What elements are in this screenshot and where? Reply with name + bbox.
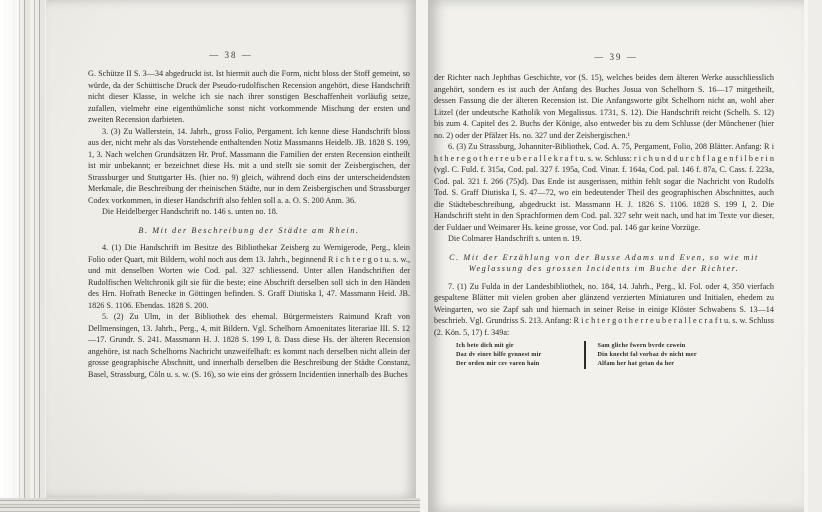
verse-line: Daz dv einre hilfe gvnnest mir xyxy=(456,351,542,358)
section-heading-c: C. Mit der Erzählung von der Busse Adams und Even, so wie mit Weglassung des grossen Incidents im Buche der Richter. xyxy=(449,252,759,273)
verse-line: Din knecht fal vorbaz dv nicht mer xyxy=(597,351,697,358)
page-number-left: — 38 — xyxy=(209,50,253,60)
right-page xyxy=(428,0,804,512)
verse-columns xyxy=(456,341,774,369)
verse-divider xyxy=(584,341,586,369)
section-heading-b: B. Mit der Beschreibung der Städte am Rhein. xyxy=(138,225,360,235)
left-page-text-block xyxy=(88,68,410,380)
paragraph-entry-4-wernigerode: 4. (1) Die Handschrift im Besitze des Bibliothekar Zeisberg zu Wernigerode, Perg., klein Folio oder Quart, mit Bildern, wohl noch aus dem 13. Jahrh., beginnend R i c h t e r g o t u. s. w., und mit denselben Worten wie Cod. pal. 327 schliessend. Unter allen Handschriften der Rudolfischen Weltchronik gilt sie für die beste; eine Abschrift derselben soll sich in den Händen des Hrn. Hofrath Benecke in Göttingen befinden. S. Graff Diutiska I, 47. Massmann Heid. JB. 1826 S. 1106. Ebendas. 1828 S. 200. xyxy=(88,243,410,310)
left-page xyxy=(46,0,416,498)
paragraph-continuation: der Richter nach Jephthas Geschichte, vor (S. 15), welches beides dem älteren Werke ausschliesslich angehört, sondern es ist auch der Anfang des Buches Josua von Schelhorn S. 16—17 mitgetheilt, dessen Fassung die der älteren Recension ist. Die Anfangsworte gibt Schelhorn nicht an, wohl aber Litzel (der undeutsche Katholik von Megalissus. 1731, S. 12). Die Handschrift reicht (Schelh. S. 12) bis zum 4. Capitel des 2. Buchs der Könige, also entweder bis zu dem Schlusse (der Münchener (hier no. 2) oder der Pfälzer Hs. no. 327 und der Zeisbergischen.¹ xyxy=(434,73,774,140)
right-page-text-block xyxy=(434,72,774,369)
paragraph-entry-7-fulda: 7. (1) Zu Fulda in der Landesbibliothek, no. 184, 14. Jahrh., Perg., kl. Fol. oder 4, 350 vierfach gespaltene Blätter mit vielen groben aber glänzend verzierten Miniaturen und Initialen, ehedem zu Weingarten, wo sie Zapf sah und hiernach in seiner Reise in einige Klöster Schwabens S. 13—14 beschrieb. Vgl. Grundriss S. 213. Anfang: R i c h t e r g o t h e r r e u b e r a l l e c r a f t u. s. w. Schluss (2. Kön. 5, 17) f. 349a: xyxy=(434,281,774,337)
page-stack-edge-bottom xyxy=(0,498,420,512)
paragraph-entry-6-strassburg: 6. (3) Zu Strassburg, Johanniter-Bibliothek, Cod. A. 75, Pergament, Folio, 208 Blätter. Anfang: R i h t h e r e g o t h e r r e u b e r a l l e k r a f t u. s. w. Schluss: r i c h u n d d u r c h f l a g e n f i l b e r i n (vgl. C. Fuld. f. 315a, Cod. pal. 327 f. 195a, Cod. Vinar. f. 164a, Cod. pal. 146 f. 87a, C. Cass. f. 223a, Cod. pal. 321 f. 266 (75)d). Das Ende ist ausgerissen, mithin fehlt sogar die Nachricht von Rudolfs Tod. S. Graff Diutiska I, S. 47—72, wo ein bedeutender Theil des geographischen Abschnittes, auch die Städtebeschreibung, abgedruckt ist. Massmann H. J. 1826 S. 1106. 1828 S. 199 I, 2. Die Handschrift steht in den Sprachformen dem Cod. pal. 327 sehr weit nach, und hat im Texte vor dieser, der Fuldaer und Weimarer Hs. keine grosse, vor Cod. pal. 146 gar keine Vorzüge. xyxy=(434,142,774,232)
verse-line: Alfam her hat getan da her xyxy=(597,360,675,367)
paragraph-continuation: G. Schütze II S. 3—34 abgedruckt ist. Ist hiermit auch die Form, nicht bloss der Stoff gemeint, so würde, da der Schüttische Druck der Pseudo-rudolfischen Recension angehört, diese Handschrift nicht dieser Klasse, in welche ich sie nach ihrer sonstigen Beschaffenheit vorläufig setze, zufallen, vielmehr eine eigenthümliche sonst nicht vorkommende Mischung der ersten und zweiten Recension darbieten. xyxy=(88,69,410,124)
page-number-right: — 39 — xyxy=(594,52,638,62)
verse-column-left xyxy=(456,341,584,368)
paragraph-entry-5-ulm: 5. (2) Zu Ulm, in der Bibliothek des ehemal. Bürgermeisters Raimund Kraft von Dellmensingen, 13. Jahrh., Perg., 4, mit Bildern. Vgl. Schelhorn Amoenitates literariae III. S. 12—17. Grundr. S. 241. Massmann H. J. 1828 S. 199 I, 8. Dass diese Hs. der älteren Recension angehöre, ist nach Schelhorns Nachricht unzweifelhaft: es kommt nach derselben nicht allein der grosse geographische Abschnitt, und innerhalb derselben die Beschreibung der Städte Constanz, Basel, Strassburg, Cöln u. s. w. (S. 16), so wie eins der grössern Incidentien innerhalb des Buches xyxy=(88,312,410,379)
verse-line: Der orden mir czv varen hain xyxy=(456,360,540,367)
paragraph-colmarer-note: Die Colmarer Handschrift s. unten n. 19. xyxy=(448,234,582,243)
page-stack-edge-right xyxy=(802,0,822,512)
page-stack-edge-left xyxy=(0,0,46,512)
verse-line: Ich bete dich mit gir xyxy=(456,342,514,349)
paragraph-entry-3-wallerstein: 3. (3) Zu Wallerstein, 14. Jahrh., gross Folio, Pergament. Ich kenne diese Handschrift bloss aus der, nicht mehr als das Vorstehende enthaltenden Notiz Massmanns Heidelb. JB. 1828 S. 199, 1, 3. Nach welchen Grundsätzen Hr. Prof. Massmann die Familien der ersten Recension eintheilt ist mir unbekannt; er bezeichnet diese Hs. mit a und stellt sie somit der Zeisbergischen, der Strassburger und Stuttgarter Hs. (hier no. 9) gleich, während doch eins der unterscheidendsten Merkmale, die Beschreibung der rheinischen Städte, nur in dem Zeisbergischen und Strassburger Codex vorkommen, in dieser Handschrift also fehlen soll a. a. O. S. 200 Anm. 36. xyxy=(88,126,410,205)
verse-column-right xyxy=(598,341,697,368)
verse-line: Sam gliche fwern bvrde czwein xyxy=(597,342,686,349)
paragraph-heidelberger-note: Die Heidelberger Handschrift no. 146 s. unten no. 18. xyxy=(102,207,278,216)
